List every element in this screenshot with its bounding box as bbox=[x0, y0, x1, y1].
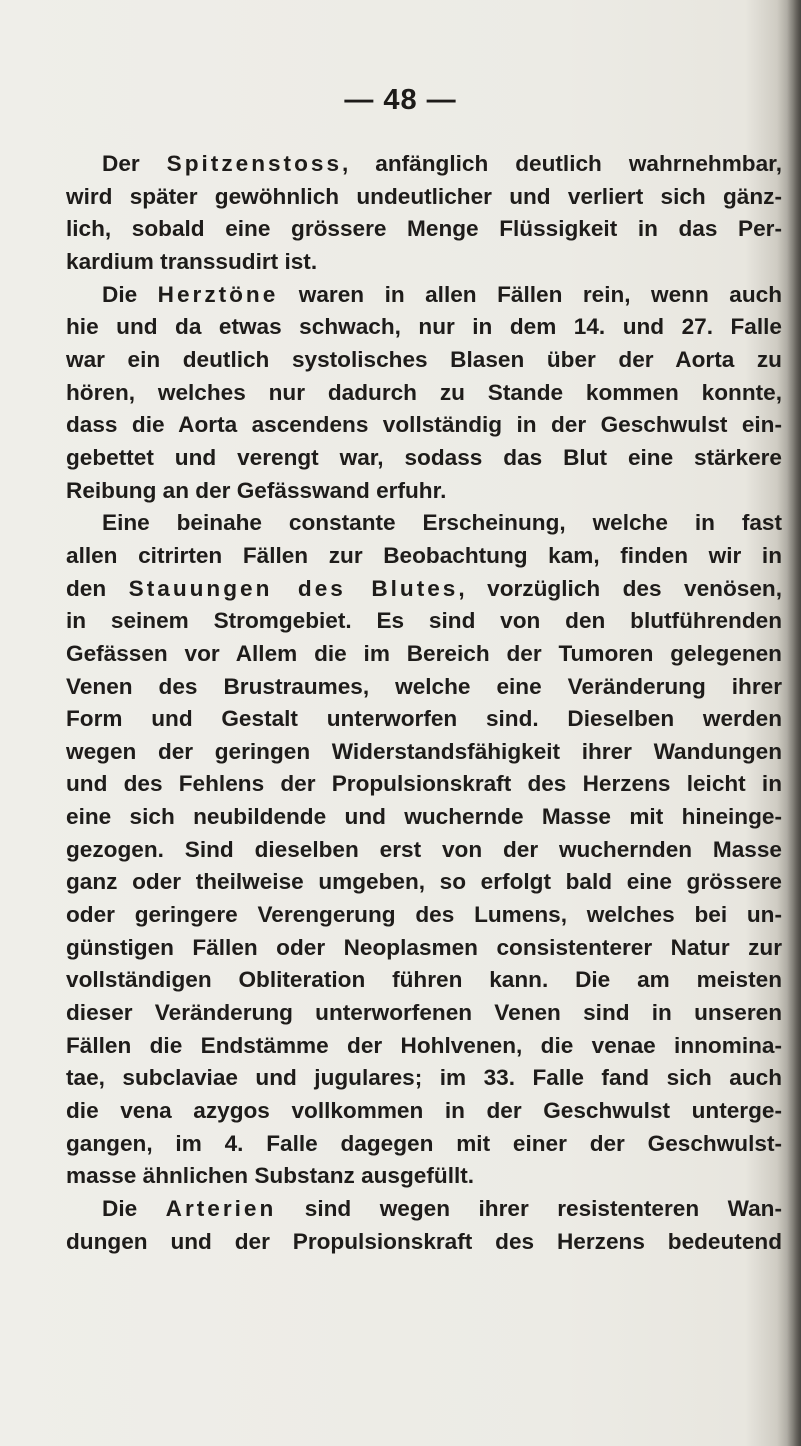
text-run: sind wegen ihrer resistenteren Wan- bbox=[276, 1196, 783, 1221]
text-run: waren in allen Fällen rein, wenn auch bbox=[278, 281, 782, 307]
text-run: masse ähnlichen Substanz ausgefüllt. bbox=[66, 1163, 475, 1189]
text-run: kardium transsudirt ist. bbox=[66, 248, 318, 274]
text-run: eine sich neubildende und wuchernde Masse mit hineinge- bbox=[66, 804, 782, 830]
text-line bbox=[66, 181, 782, 214]
text-run: gezogen. Sind dieselben erst von der wuchernden Masse bbox=[66, 836, 782, 862]
text-line bbox=[66, 1226, 782, 1259]
text-run: Die bbox=[102, 281, 158, 307]
text-line bbox=[66, 964, 782, 997]
text-line bbox=[66, 866, 782, 899]
spaced-emphasis-text: Arterien bbox=[165, 1196, 277, 1221]
page-number: — 48 — bbox=[344, 84, 457, 116]
page-edge-shadow bbox=[787, 0, 801, 1446]
text-run: wegen der geringen Widerstandsfähigkeit ihrer Wandungen bbox=[66, 738, 782, 764]
text-run: wird später gewöhnlich undeutlicher und verliert sich gänz- bbox=[66, 183, 782, 209]
text-line bbox=[66, 1160, 782, 1193]
text-line bbox=[66, 1030, 782, 1063]
text-line bbox=[66, 246, 782, 279]
text-line bbox=[66, 475, 782, 508]
text-line bbox=[66, 409, 782, 442]
text-line bbox=[66, 540, 782, 573]
text-run: Die bbox=[102, 1196, 166, 1221]
text-run: war ein deutlich systolisches Blasen über der Aorta zu bbox=[66, 346, 782, 372]
text-line bbox=[66, 638, 782, 671]
text-run: den bbox=[66, 575, 129, 601]
text-run: die vena azygos vollkommen in der Geschwulst unterge- bbox=[66, 1098, 782, 1124]
text-line bbox=[66, 311, 782, 344]
text-run: günstigen Fällen oder Neoplasmen consistenterer Natur zur bbox=[66, 934, 782, 960]
text-run: und des Fehlens der Propulsionskraft des Herzens leicht in bbox=[66, 771, 782, 797]
text-line bbox=[66, 834, 782, 867]
text-run: , vorzüglich des venösen, bbox=[458, 575, 782, 601]
text-line bbox=[66, 997, 782, 1030]
text-run: hie und da etwas schwach, nur in dem 14. und 27. Falle bbox=[66, 314, 782, 340]
text-run: gangen, im 4. Falle dagegen mit einer der Geschwulst- bbox=[66, 1130, 782, 1156]
text-run: Gefässen vor Allem die im Bereich der Tumoren gelegenen bbox=[66, 640, 782, 666]
text-run: in seinem Stromgebiet. Es sind von den blutführenden bbox=[66, 608, 782, 634]
text-run: vollständigen Obliteration führen kann. Die am meisten bbox=[66, 967, 782, 993]
text-line bbox=[66, 442, 782, 475]
text-line bbox=[66, 279, 782, 312]
text-line bbox=[66, 344, 782, 377]
body-text bbox=[66, 148, 782, 1258]
text-line bbox=[66, 703, 782, 736]
spaced-emphasis-text: Stauungen des Blutes bbox=[128, 575, 459, 601]
text-line bbox=[66, 932, 782, 965]
text-line bbox=[66, 605, 782, 638]
text-run: Der bbox=[102, 151, 167, 176]
text-line bbox=[66, 801, 782, 834]
text-run: Reibung an der Gefässwand erfuhr. bbox=[66, 477, 447, 503]
text-line bbox=[66, 736, 782, 769]
text-line bbox=[66, 1095, 782, 1128]
spaced-emphasis-text: Herztöne bbox=[157, 281, 279, 307]
text-line bbox=[66, 1062, 782, 1095]
text-run: Venen des Brustraumes, welche eine Veränderung ihrer bbox=[66, 673, 782, 699]
text-line bbox=[66, 573, 782, 606]
text-run: Form und Gestalt unterworfen sind. Dieselben werden bbox=[66, 706, 782, 732]
text-line bbox=[66, 377, 782, 410]
text-run: , anfänglich deutlich wahrnehmbar, bbox=[342, 151, 782, 176]
text-run: lich, sobald eine grössere Menge Flüssigkeit in das Per- bbox=[66, 216, 782, 242]
spaced-emphasis-text: Spitzenstoss bbox=[166, 151, 343, 176]
text-run: dungen und der Propulsionskraft des Herzens bedeutend bbox=[66, 1228, 782, 1254]
text-line bbox=[66, 899, 782, 932]
text-run: Fällen die Endstämme der Hohlvenen, die venae innomina- bbox=[66, 1032, 782, 1058]
text-line bbox=[66, 671, 782, 704]
text-line bbox=[66, 507, 782, 540]
text-run: Eine beinahe constante Erscheinung, welche in fast bbox=[102, 510, 782, 536]
text-run: tae, subclaviae und jugulares; im 33. Falle fand sich auch bbox=[66, 1065, 782, 1091]
text-run: dass die Aorta ascendens vollständig in der Geschwulst ein- bbox=[66, 412, 782, 438]
text-run: dieser Veränderung unterworfenen Venen sind in unseren bbox=[66, 1000, 782, 1026]
text-line bbox=[66, 148, 782, 181]
text-run: allen citrirten Fällen zur Beobachtung kam, finden wir in bbox=[66, 542, 782, 568]
text-line bbox=[66, 768, 782, 801]
text-run: gebettet und verengt war, sodass das Blut eine stärkere bbox=[66, 444, 782, 470]
text-run: oder geringere Verengerung des Lumens, welches bei un- bbox=[66, 902, 782, 928]
text-run: hören, welches nur dadurch zu Stande kommen konnte, bbox=[66, 379, 782, 405]
text-run: ganz oder theilweise umgeben, so erfolgt bald eine grössere bbox=[66, 869, 782, 895]
text-line bbox=[66, 1193, 782, 1226]
text-line bbox=[66, 213, 782, 246]
text-line bbox=[66, 1128, 782, 1161]
